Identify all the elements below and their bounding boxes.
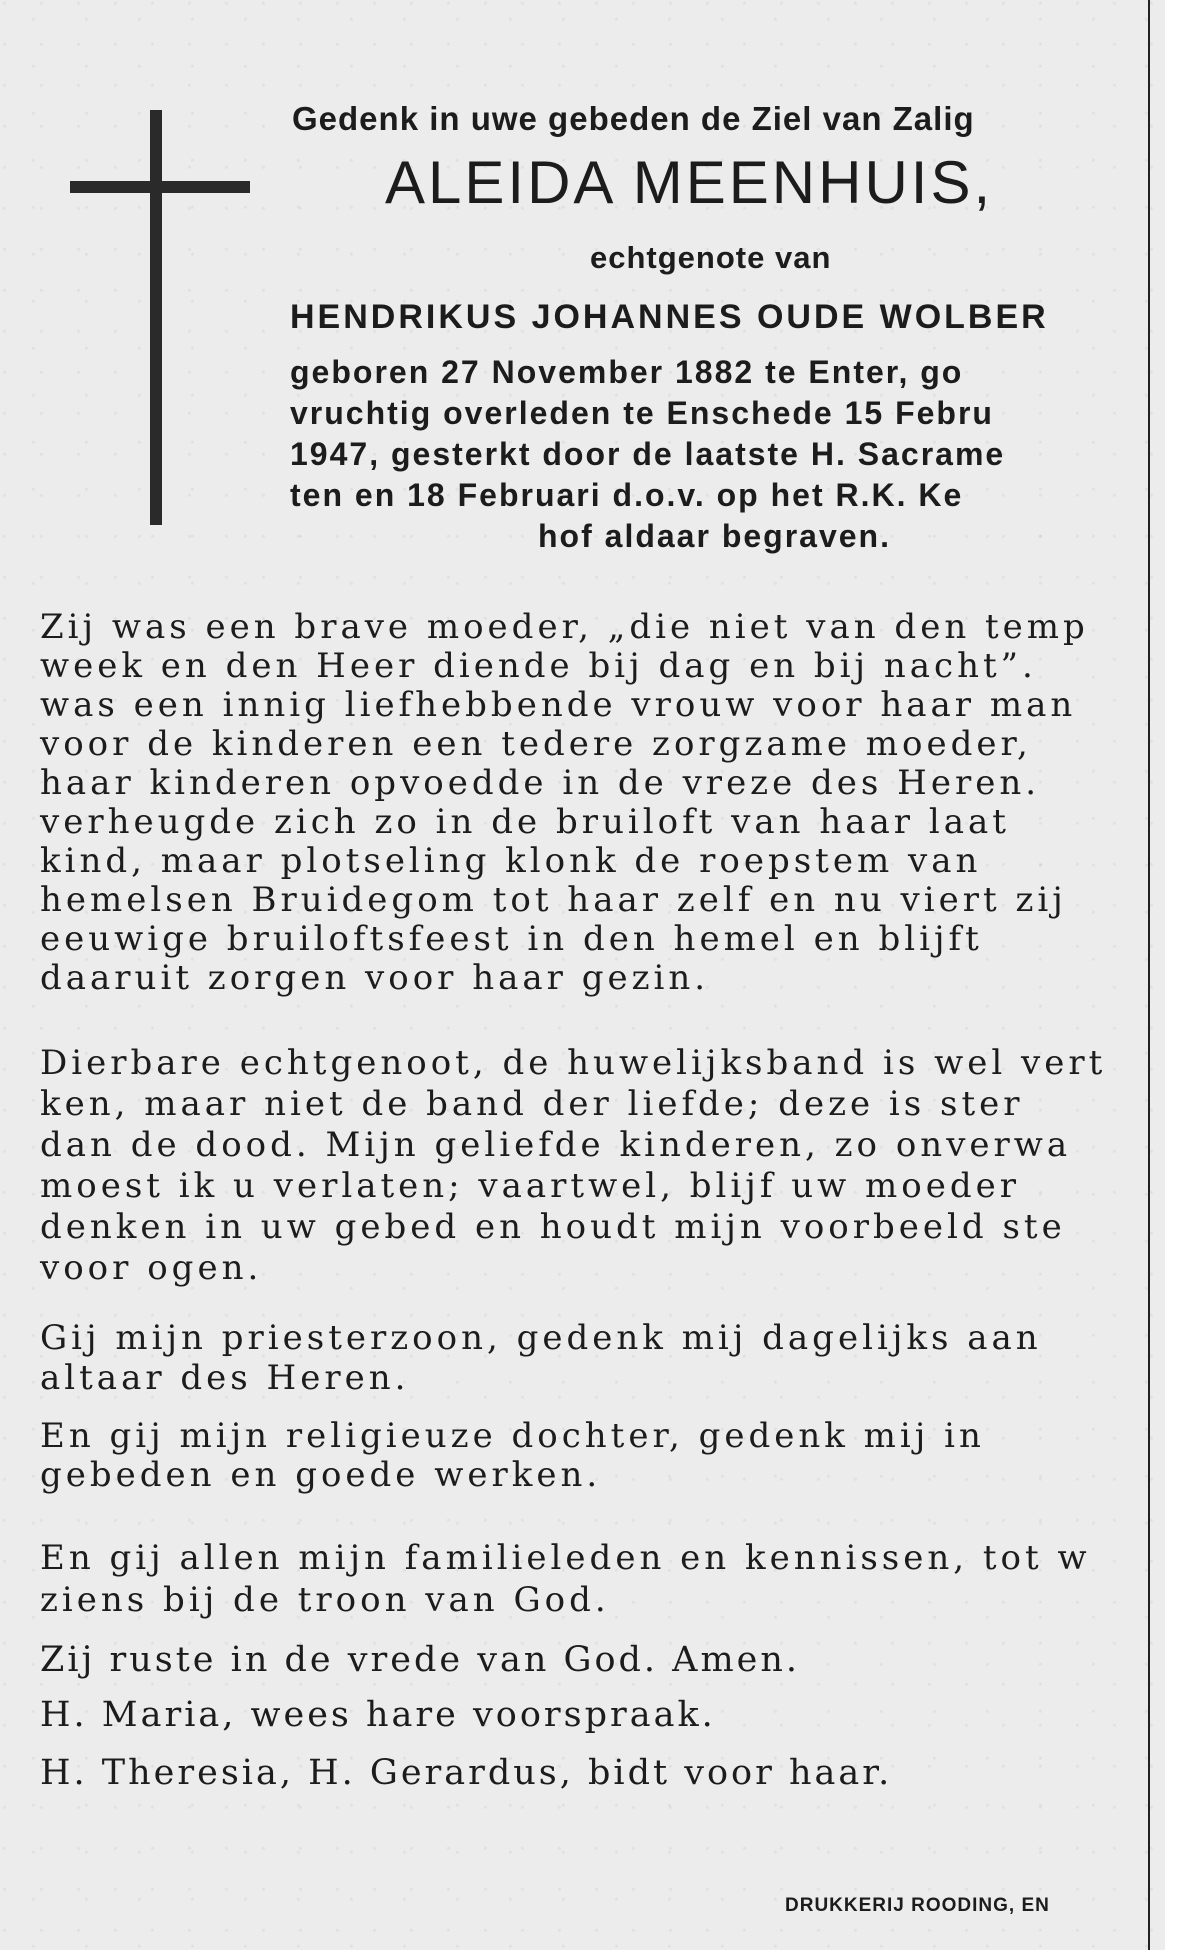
text-line: kind, maar plotseling klonk de roepstem van [40, 841, 982, 881]
text-line: Gij mijn priesterzoon, gedenk mij dagelijks aan [40, 1318, 1042, 1358]
text-line: moest ik u verlaten; vaartwel, blijf uw moeder [40, 1166, 1021, 1206]
text-line: altaar des Heren. [40, 1358, 410, 1398]
text-line: week en den Heer diende bij dag en bij nacht”. [40, 646, 1037, 686]
paragraph-daughter [40, 1417, 1150, 1495]
deceased-name: ALEIDA MEENHUIS, [385, 149, 994, 216]
text-line: gebeden en goede werken. [40, 1455, 602, 1495]
detail-line: ten en 18 Februari d.o.v. op het R.K. Ke [290, 477, 964, 513]
closing-line: Zij ruste in de vrede van God. Amen. [40, 1640, 801, 1680]
text-line: En gij allen mijn familieleden en kennissen, tot w [40, 1538, 1091, 1578]
text-line: eeuwige bruiloftsfeest in den hemel en blijft [40, 919, 983, 959]
spouse-label: echtgenote van [590, 240, 832, 275]
text-line: haar kinderen opvoedde in de vreze des Heren. [40, 763, 1041, 803]
text-line: voor ogen. [40, 1248, 263, 1288]
text-line: hemelsen Bruidegom tot haar zelf en nu viert zij [40, 880, 1067, 920]
text-line: dan de dood. Mijn geliefde kinderen, zo onverwa [40, 1125, 1072, 1165]
text-line: Dierbare echtgenoot, de huwelijksband is wel vert [40, 1043, 1107, 1083]
detail-line: hof aldaar begraven. [538, 518, 891, 554]
text-line: En gij mijn religieuze dochter, gedenk mij in [40, 1416, 985, 1456]
detail-line: vruchtig overleden te Enschede 15 Febru [290, 395, 994, 431]
text-line: Zij was een brave moeder, „die niet van den temp [40, 607, 1089, 647]
paragraph-family [40, 1537, 1150, 1621]
life-details [290, 352, 1165, 557]
printer-imprint: DRUKKERIJ ROODING, EN [785, 1895, 1050, 1916]
text-line: ziens bij de troon van God. [40, 1580, 610, 1620]
closing-line: H. Theresia, H. Gerardus, bidt voor haar. [40, 1753, 893, 1793]
closing-line: H. Maria, wees hare voorspraak. [40, 1695, 716, 1735]
text-line: daaruit zorgen voor haar gezin. [40, 958, 710, 998]
text-line: denken in uw gebed en houdt mijn voorbeeld ste [40, 1207, 1066, 1247]
paragraph-spouse [40, 1043, 1150, 1289]
text-line: was een innig liefhebbende vrouw voor haar man [40, 685, 1077, 725]
paragraph-priest-son [40, 1318, 1150, 1398]
paragraph-mother [40, 608, 1150, 998]
detail-line: 1947, gesterkt door de laatste H. Sacrame [290, 436, 1006, 472]
text-line: ken, maar niet de band der liefde; deze is ster [40, 1084, 1024, 1124]
intro-line: Gedenk in uwe gebeden de Ziel van Zalig [292, 100, 975, 137]
text-line: voor de kinderen een tedere zorgzame moeder, [40, 724, 1032, 764]
detail-line: geboren 27 November 1882 te Enter, go [290, 354, 964, 390]
text-line: verheugde zich zo in de bruiloft van haar laat [40, 802, 1010, 842]
spouse-name: HENDRIKUS JOHANNES OUDE WOLBER [290, 298, 1049, 336]
